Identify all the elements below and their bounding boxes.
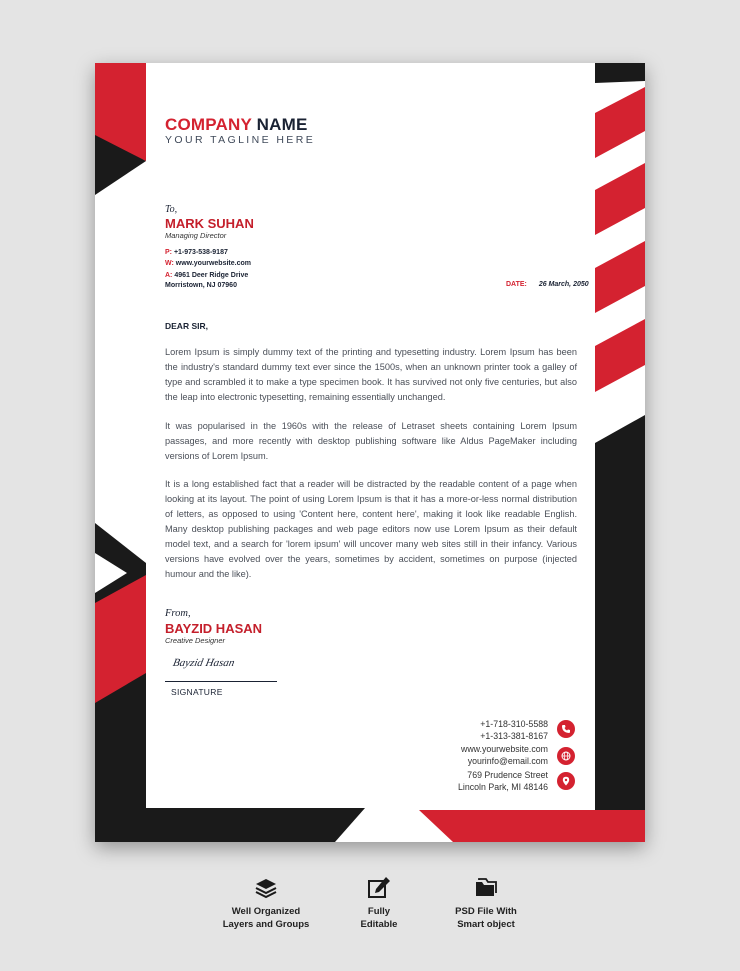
- right-black-top: [595, 63, 645, 83]
- recipient-web: [165, 260, 251, 267]
- signature: Bayzid Hasan: [171, 657, 236, 669]
- right-red-stripe-2: [595, 163, 645, 235]
- footer-web: www.yourwebsite.com: [460, 744, 548, 754]
- folder-icon: [416, 875, 556, 901]
- address-line2: Morristown, NJ 07960: [165, 282, 237, 289]
- footer-phone1: +1-718-310-5588: [480, 719, 548, 729]
- phone-value: +1-973-538-9187: [173, 249, 228, 256]
- right-red-stripe-1: [595, 87, 645, 158]
- location-icon: [557, 772, 575, 790]
- signature-label: SIGNATURE: [171, 687, 223, 697]
- company-name-part1: COMPANY: [165, 115, 252, 134]
- company-name: [165, 115, 308, 135]
- sender-name: BAYZID HASAN: [165, 621, 263, 636]
- footer-phone2: +1-313-381-8167: [480, 731, 548, 741]
- feature-editable-line1: Fully: [367, 906, 391, 917]
- body-paragraph-3: It is a long established fact that a reader will be distracted by the readable content of a page when looking at its layout. The point of using Lorem Ipsum is that it has a more-or-less normal distribution of letters, as opposed to using 'Content here, content here', making it look like readable English. Many desktop publishing packages and web page editors now use Lorem Ipsum as their default model text, and a search for 'lorem ipsum' will uncover many web sites still in their infancy. Various versions have evolved over the years, sometimes by accident, sometimes on purpose (injected humour and the like).: [165, 479, 577, 579]
- web-key: W:: [165, 260, 174, 267]
- bottom-black-band: [95, 808, 365, 842]
- salutation: DEAR SIR,: [165, 321, 208, 331]
- right-red-stripe-4: [595, 319, 645, 392]
- to-label: To,: [165, 204, 178, 215]
- phone-icon: [557, 720, 575, 738]
- right-black-block: [595, 415, 645, 810]
- from-label: From,: [165, 608, 191, 619]
- bottom-red-band: [419, 810, 645, 842]
- company-tagline: YOUR TAGLINE HERE: [165, 134, 316, 146]
- globe-icon: [557, 747, 575, 765]
- letter-date: [506, 281, 589, 288]
- address-key: A:: [165, 272, 173, 279]
- date-label: DATE:: [506, 281, 527, 288]
- feature-psd-line2: Smart object: [457, 919, 515, 930]
- footer-email: yourinfo@email.com: [467, 756, 548, 766]
- date-value: 26 March, 2050: [538, 281, 589, 288]
- web-value: www.yourwebsite.com: [175, 260, 251, 267]
- feature-editable-line2: Editable: [360, 919, 398, 930]
- recipient-phone: [165, 249, 228, 256]
- feature-layers-line1: Well Organized: [231, 906, 301, 917]
- recipient-address: [165, 272, 248, 279]
- feature-psd: [416, 875, 556, 931]
- footer-address2: Lincoln Park, MI 48146: [458, 782, 548, 792]
- company-name-part2: NAME: [256, 115, 308, 134]
- phone-key: P:: [165, 249, 172, 256]
- feature-layers-line2: Layers and Groups: [222, 919, 310, 930]
- letterhead-page: [95, 63, 645, 842]
- signature-line: [165, 681, 277, 682]
- right-red-stripe-3: [595, 241, 645, 313]
- body-paragraph-2: It was popularised in the 1960s with the release of Letraset sheets containing Lorem Ipsum passages, and more recently with desktop publishing software like Aldus PageMaker including versions of Lorem Ipsum.: [165, 421, 577, 461]
- feature-psd-line1: PSD File With: [455, 906, 517, 917]
- recipient-title: Managing Director: [165, 231, 227, 240]
- body-paragraph-1: Lorem Ipsum is simply dummy text of the printing and typesetting industry. Lorem Ipsum has been the industry's standard dummy text ever since the 1500s, when an unknown printer took a galley of type and scrambled it to make a type specimen book. It has survived not only five centuries, but also the leap into electronic typesetting, remaining essentially unchanged.: [165, 347, 577, 402]
- recipient-name: MARK SUHAN: [165, 216, 254, 231]
- address-line1: 4961 Deer Ridge Drive: [174, 272, 249, 279]
- footer-address1: 769 Prudence Street: [467, 770, 548, 780]
- sender-title: Creative Designer: [165, 636, 226, 645]
